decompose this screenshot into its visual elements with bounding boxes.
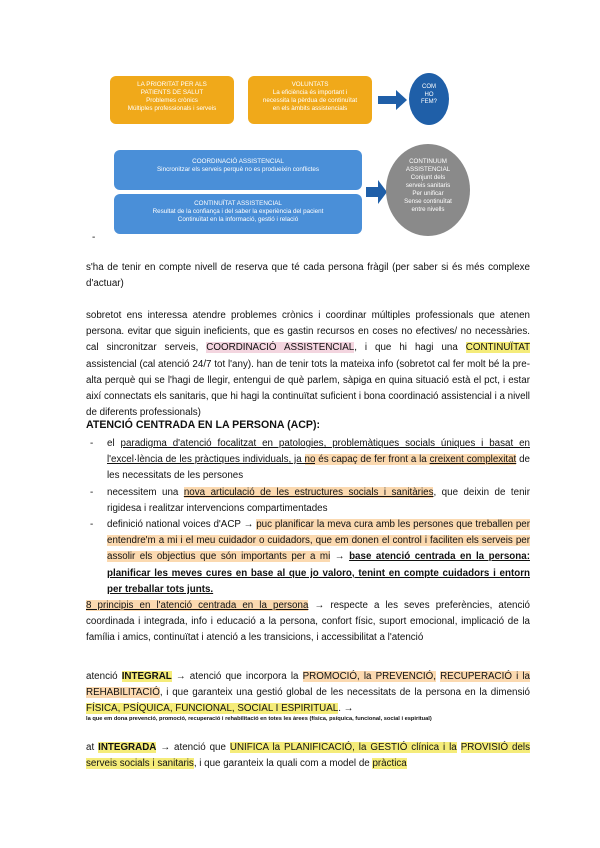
- diagram-box-priority: LA PRIORITAT PER ALS PATIENTS DE SALUT Problemes crònics Múltiples professionals i serveis: [110, 76, 234, 124]
- paragraph-8-principles: 8 principis en l'atenció centrada en la persona → respecte a les seves preferències, atenció coordinada i integrada, info i educació a la persona, confort físic, suport emocional, implicació de la família i amics, continuïtat i atenció a les transicions, i accessibilitat a l'atenció: [86, 600, 530, 644]
- list-item: - necessitem una nova articulació de les estructures socials i sanitàries, que deixin de tenir rigidesa i realitzar intervencions compartimentades: [90, 486, 530, 514]
- highlight-continuitat: CONTINUÏTAT: [465, 342, 530, 354]
- arrow-right-icon: [366, 179, 388, 205]
- paragraph-coordination: sobretot ens interessa atendre problemes crònics i coordinar múltiples professionals que atenen persona. evitar que siguin ineficients, que es gastin recursos en coses no efectives/ no necessàries. cal sincronitzar serveis, COORDINACIÓ ASSISTENCIAL, i que hi hagi una CONTINUÏTAT assistencial (cal atenció 24/7 tot l'any). han de tenir tots la mateixa info (sobretot cal fer molt bé la pre-alta perquè qui se l'hagi de llegir, entengui de què parlem, sàpiga en quina situació està el pct, i estar així connectats els sanitaris, que hi hagi la continuïtat suficient i bona coordinació assistencial i a nivell de diferents professionals): [86, 310, 530, 419]
- diagram-box-coordination: COORDINACIÓ ASSISTENCIAL Sincronitzar els serveis perquè no es produeixin conflictes: [114, 150, 362, 190]
- diagram-circle-continuum: CONTINUUM ASSISTENCIAL Conjunt dels serveis sanitaris Per unificar Sense continuïtat entre nivells: [386, 144, 470, 236]
- diagram-circle-how: COM HO FEM?: [409, 73, 449, 125]
- note-integral: la que em dona prevenció, promoció, recuperació i rehabilitació en totes les àrees (física, psíquica, funcional, social i espiritual): [86, 716, 432, 722]
- bullet-list-acp: [86, 436, 530, 598]
- diagram-box-voluntats: VOLUNTATS La eficiència és important i necessita la pèrdua de continuïtat en els àmbits assistencials: [248, 76, 372, 124]
- paragraph-integrada: at INTEGRADA → atenció que UNIFICA la PLANIFICACIÓ, la GESTIÓ clínica i la PROVISIÓ dels serveis socials i sanitaris, i que garanteix la quali com a model de pràctica: [86, 742, 530, 770]
- section-heading-acp: ATENCIÓ CENTRADA EN LA PERSONA (ACP):: [86, 419, 321, 431]
- highlight-coordinacio: COORDINACIÓ ASSISTENCIAL: [206, 342, 355, 354]
- paragraph-integral: atenció INTEGRAL → atenció que incorpora la PROMOCIÓ, la PREVENCIÓ, RECUPERACIÓ i la REHABILITACIÓ, i que garanteix una gestió global de les necessitats de la persona en la dimensió FÍSICA, PSÍQUICA, FUNCIONAL, SOCIAL I ESPIRITUAL. →: [86, 671, 530, 715]
- bullet-marker: -: [90, 519, 94, 531]
- bullet-marker: -: [90, 486, 94, 498]
- bullet-marker: -: [90, 438, 94, 449]
- arrow-right-icon: [378, 89, 408, 111]
- diagram-box-continuity: CONTINUÏTAT ASSISTENCIAL Resultat de la confiança i del saber la experiència del pacient Continuïtat en la informació, gestió i relació: [114, 194, 362, 234]
- list-item: - el paradigma d'atenció focalitzat en patologies, problemàtiques socials úniques i basat en l'excel·lència de les pràctiques individuals, ja no és capaç de fer front a la creixent complexitat de les necessitats de les persones: [90, 438, 530, 482]
- paragraph-reserve: s'ha de tenir en compte nivell de reserva que té cada persona fràgil (per saber si és més complexe d'actuar): [86, 262, 530, 290]
- diagram-dash: -: [92, 232, 96, 243]
- list-item: - definició national voices d'ACP → puc planificar la meva cura amb les persones que treballen per entendre'm a mi i el meu cuidador o cuidadors, que em donen el control i faciliten els serveis per assolir els objectius que són importants per a mi → base atenció centrada en la persona: planificar les meves cures en base al que jo valoro, tenint en compte cuidadors i entorn per treballar tots junts.: [90, 519, 530, 595]
